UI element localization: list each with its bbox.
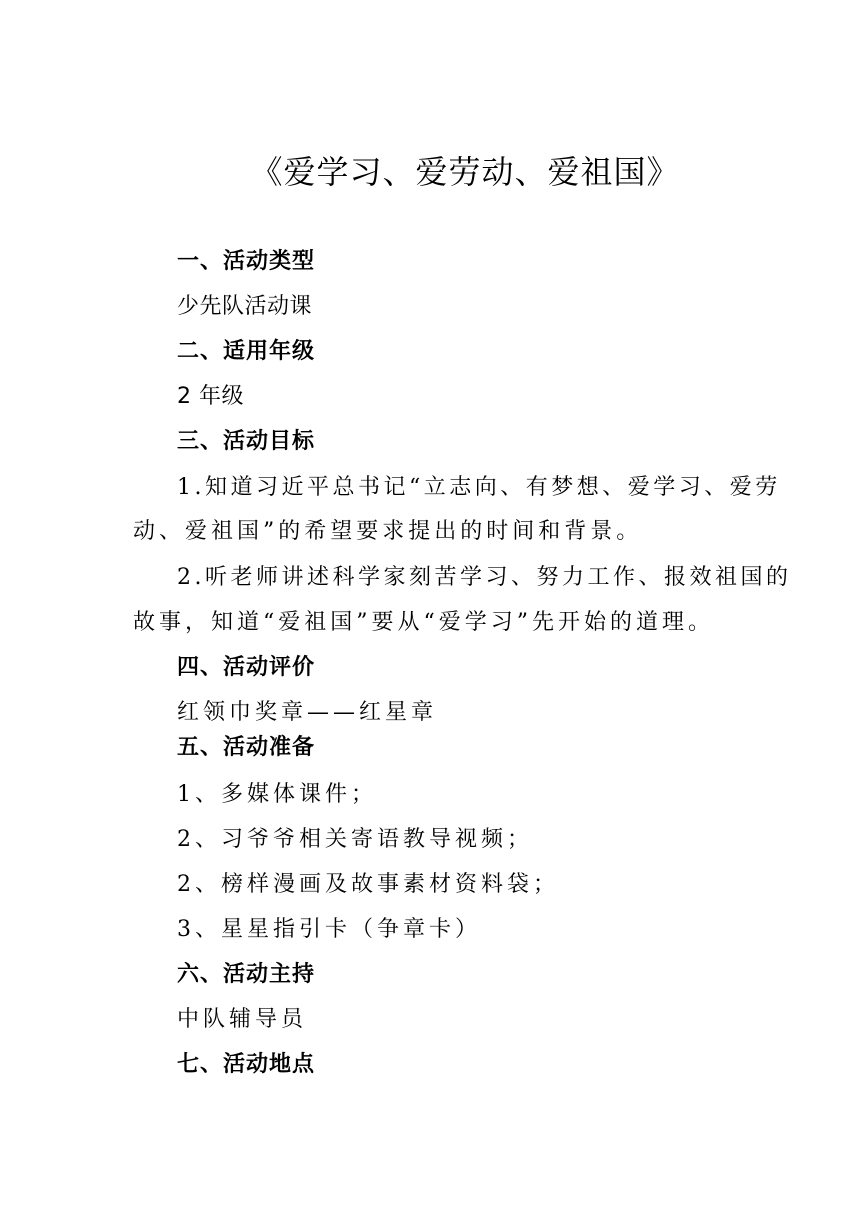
section-content-evaluation: 红领巾奖章——红星章 — [177, 700, 438, 725]
section-heading-evaluation: 四、活动评价 — [177, 655, 316, 680]
section-heading-preparation: 五、活动准备 — [177, 735, 316, 760]
section-content-host: 中队辅导员 — [177, 1007, 308, 1032]
goal-2-line-1: 2.听老师讲述科学家刻苦学习、努力工作、报效祖国的 — [177, 565, 792, 590]
preparation-item: 1、多媒体课件； — [177, 782, 377, 807]
preparation-item: 3、星星指引卡（争章卡） — [177, 917, 481, 942]
preparation-item: 2、习爷爷相关寄语教导视频； — [177, 827, 533, 852]
goal-1-line-2: 动、爱祖国”的希望要求提出的时间和背景。 — [133, 519, 643, 544]
document-title: 《爱学习、爱劳动、爱祖国》 — [250, 153, 680, 191]
section-content-activity-type: 少先队活动课 — [177, 294, 313, 319]
section-heading-host: 六、活动主持 — [177, 962, 316, 987]
preparation-item: 2、榜样漫画及故事素材资料袋； — [177, 872, 559, 897]
goal-2-line-2: 故事，知道“爱祖国”要从“爱学习”先开始的道理。 — [133, 610, 714, 635]
section-heading-goals: 三、活动目标 — [177, 429, 316, 454]
section-content-grade: 2 年级 — [177, 384, 244, 409]
section-heading-activity-type: 一、活动类型 — [177, 249, 316, 274]
section-heading-grade: 二、适用年级 — [177, 339, 316, 364]
goal-1-line-1: 1.知道习近平总书记“立志向、有梦想、爱学习、爱劳 — [177, 475, 781, 500]
section-heading-location: 七、活动地点 — [177, 1052, 316, 1077]
